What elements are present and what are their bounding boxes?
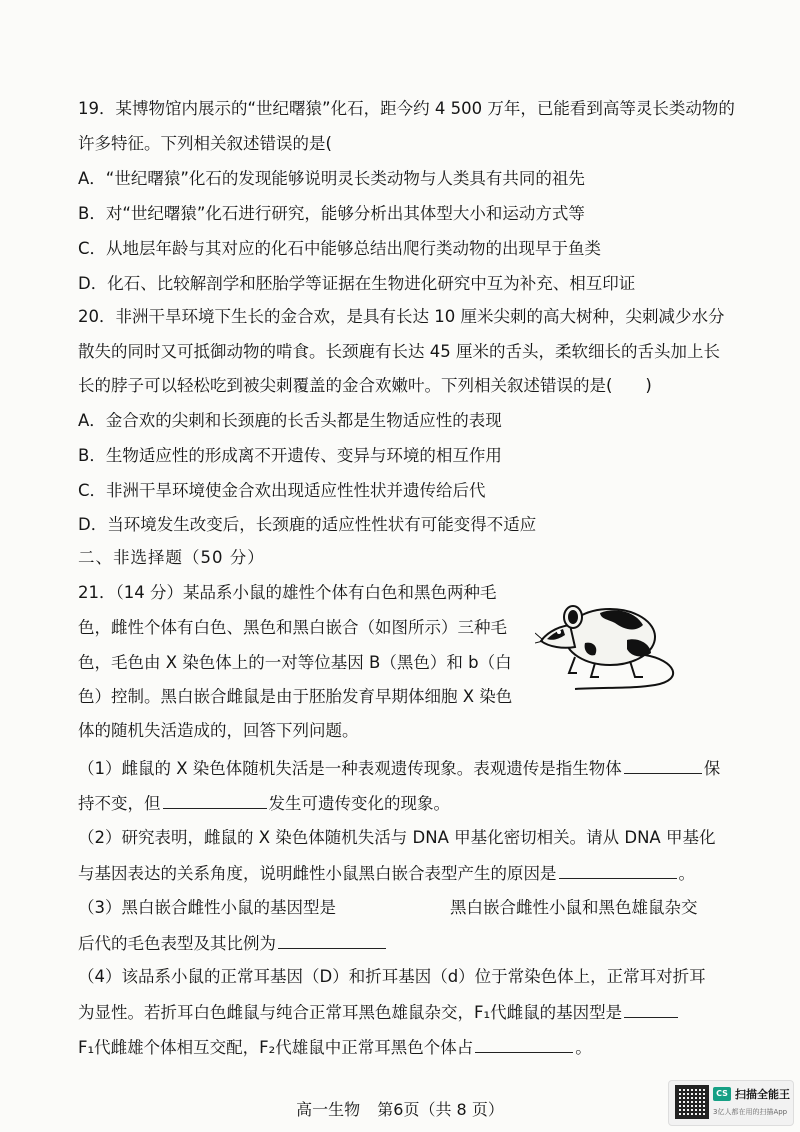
q20-option-a: A．金合欢的尖刺和长颈鹿的长舌头都是生物适应性的表现 bbox=[78, 411, 502, 430]
q21-part3-text-b: 黑白嵌合雌性小鼠和黑色雄鼠杂交 bbox=[450, 898, 698, 917]
q21-part2-text-b: 与基因表达的关系角度，说明雌性小鼠黑白嵌合表型产生的原因是 bbox=[78, 864, 557, 883]
q21-part3-line-1 bbox=[78, 897, 698, 919]
q21-stem-line-5: 体的随机失活造成的，回答下列问题。 bbox=[78, 721, 359, 740]
q21-part1-line-2 bbox=[78, 792, 450, 815]
q21-part4-blank-2[interactable] bbox=[475, 1036, 573, 1053]
q21-part3-line-2 bbox=[78, 932, 388, 955]
q20-option-c: C．非洲干旱环境使金合欢出现适应性性状并遗传给后代 bbox=[78, 481, 486, 500]
q21-part3-text-c: 后代的毛色表型及其比例为 bbox=[78, 934, 276, 953]
q21-part2-line-2 bbox=[78, 862, 695, 885]
q19-option-b: B．对“世纪曙猿”化石进行研究，能够分析出其体型大小和运动方式等 bbox=[78, 204, 585, 223]
q21-part3-blank-2[interactable] bbox=[278, 932, 386, 949]
q21-part2-blank[interactable] bbox=[559, 862, 677, 879]
q21-part2-text-c: 。 bbox=[678, 864, 695, 883]
scanner-watermark-badge bbox=[668, 1080, 794, 1126]
q21-part1-text-c: 持不变，但 bbox=[78, 794, 161, 813]
q21-part4-text-d: 。 bbox=[575, 1038, 592, 1057]
q21-stem-line-2: 色，雌性个体有白色、黑色和黑白嵌合（如图所示）三种毛 bbox=[78, 618, 507, 637]
q21-stem-line-3: 色，毛色由 X 染色体上的一对等位基因 B（黑色）和 b（白 bbox=[78, 653, 512, 672]
scanner-tagline: 3亿人都在用的扫描App bbox=[713, 1108, 788, 1116]
q20-stem-line-3: 长的脖子可以轻松吃到被尖刺覆盖的金合欢嫩叶。下列相关叙述错误的是( ) bbox=[78, 376, 652, 395]
q19-stem-line-1: 19．某博物馆内展示的“世纪曙猿”化石，距今约 4 500 万年，已能看到高等灵长类动物的 bbox=[78, 99, 735, 118]
q21-part1-text-a: （1）雌鼠的 X 染色体随机失活是一种表观遗传现象。表观遗传是指生物体 bbox=[78, 759, 622, 778]
q20-stem-line-1: 20．非洲干旱环境下生长的金合欢，是具有长达 10 厘米尖刺的高大树种，尖刺减少水分 bbox=[78, 307, 725, 326]
q21-part4-line-2 bbox=[78, 1001, 680, 1024]
q21-part1-text-d: 发生可遗传变化的现象。 bbox=[268, 794, 450, 813]
footer-page-number: 第6页（共 8 页） bbox=[377, 1100, 504, 1119]
footer-subject: 高一生物 bbox=[296, 1100, 361, 1119]
q19-option-d: D．化石、比较解剖学和胚胎学等证据在生物进化研究中互为补充、相互印证 bbox=[78, 274, 636, 293]
q19-option-c: C．从地层年龄与其对应的化石中能够总结出爬行类动物的出现早于鱼类 bbox=[78, 239, 602, 258]
camscanner-logo: CS bbox=[713, 1087, 731, 1101]
qr-code-icon bbox=[675, 1085, 709, 1119]
scanner-app-name: 扫描全能王 bbox=[735, 1088, 790, 1101]
q21-part4-text-b: 为显性。若折耳白色雌鼠与纯合正常耳黑色雄鼠杂交，F₁代雌鼠的基因型是 bbox=[78, 1003, 623, 1022]
q21-part4-line-1: （4）该品系小鼠的正常耳基因（D）和折耳基因（d）位于常染色体上，正常耳对折耳 bbox=[78, 967, 706, 986]
q20-option-d: D．当环境发生改变后，长颈鹿的适应性性状有可能变得不适应 bbox=[78, 515, 537, 534]
mouse-illustration bbox=[535, 585, 690, 695]
q21-stem-line-4: 色）控制。黑白嵌合雌鼠是由于胚胎发育早期体细胞 X 染色 bbox=[78, 687, 513, 706]
q21-part1-line-1 bbox=[78, 757, 720, 780]
q21-part3-blank-1[interactable] bbox=[338, 897, 448, 913]
q21-part1-blank-1[interactable] bbox=[624, 757, 702, 774]
q19-option-a: A．“世纪曙猿”化石的发现能够说明灵长类动物与人类具有共同的祖先 bbox=[78, 169, 585, 188]
q21-part4-text-c: F₁代雌雄个体相互交配，F₂代雄鼠中正常耳黑色个体占 bbox=[78, 1038, 474, 1057]
q21-part4-blank-1[interactable] bbox=[624, 1001, 678, 1018]
q19-stem-line-2: 许多特征。下列相关叙述错误的是( bbox=[78, 134, 332, 153]
q20-stem-line-2: 散失的同时又可抵御动物的啃食。长颈鹿有长达 45 厘米的舌头，柔软细长的舌头加上长 bbox=[78, 342, 720, 361]
q21-stem-line-1: 21．（14 分）某品系小鼠的雄性个体有白色和黑色两种毛 bbox=[78, 583, 497, 602]
q21-part4-line-3 bbox=[78, 1036, 592, 1059]
q21-part1-blank-2[interactable] bbox=[163, 792, 267, 809]
section-2-title: 二、非选择题（50 分） bbox=[78, 548, 265, 567]
q21-part2-line-1: （2）研究表明，雌鼠的 X 染色体随机失活与 DNA 甲基化密切相关。请从 DNA 甲基化 bbox=[78, 828, 716, 847]
q21-part3-text-a: （3）黑白嵌合雌性小鼠的基因型是 bbox=[78, 898, 336, 917]
q20-option-b: B．生物适应性的形成离不开遗传、变异与环境的相互作用 bbox=[78, 446, 502, 465]
q21-part1-text-b: 保 bbox=[703, 759, 721, 778]
